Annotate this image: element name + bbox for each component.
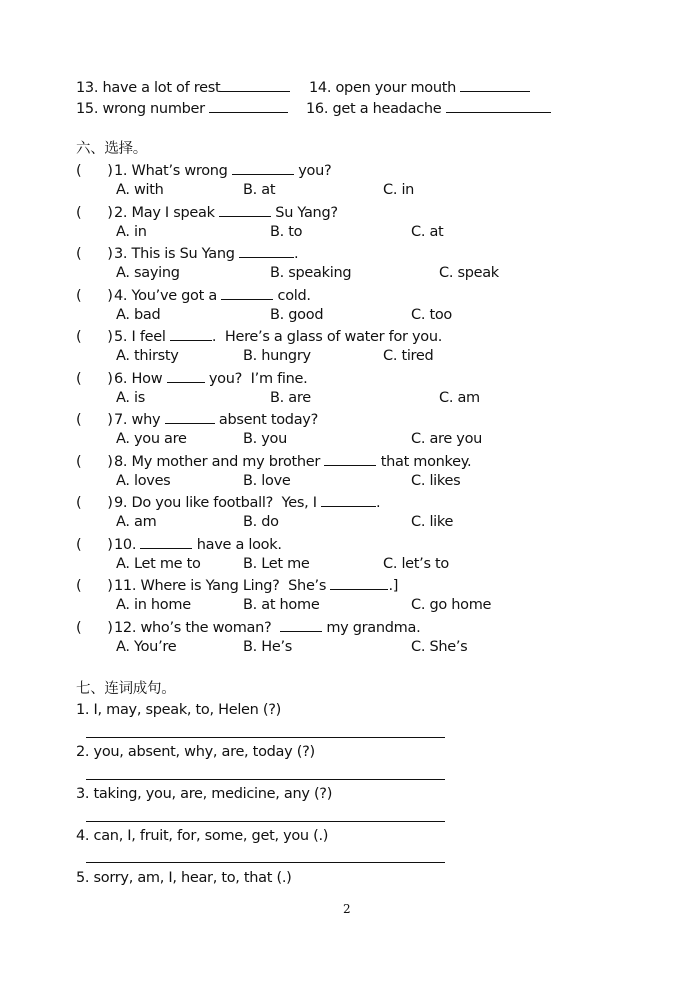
question-text-end: .] xyxy=(388,578,399,594)
answer-paren[interactable]: ( ) xyxy=(76,371,113,387)
phrase-13 xyxy=(76,77,290,98)
phrase-text: 14. open your mouth xyxy=(309,80,461,96)
reorder-item-1: 1. I, may, speak, to, Helen (?) xyxy=(76,702,281,718)
answer-blank[interactable] xyxy=(232,160,294,175)
answer-line-1[interactable] xyxy=(86,737,445,738)
answer-blank[interactable] xyxy=(239,243,294,258)
reorder-item-2: 2. you, absent, why, are, today (?) xyxy=(76,744,315,760)
question-4 xyxy=(76,285,311,306)
option-a[interactable]: A. am xyxy=(116,514,157,530)
option-a[interactable]: A. you are xyxy=(116,431,187,447)
answer-blank[interactable] xyxy=(209,98,288,113)
answer-blank[interactable] xyxy=(170,326,212,341)
question-text-end: . xyxy=(376,495,381,511)
option-b[interactable]: B. at xyxy=(243,182,276,198)
question-text-start: 9. Do you like football? Yes, I xyxy=(114,495,322,511)
answer-blank[interactable] xyxy=(330,575,388,590)
phrase-15 xyxy=(76,98,288,119)
question-2 xyxy=(76,202,338,223)
question-3 xyxy=(76,243,298,264)
question-text-start: 8. My mother and my brother xyxy=(114,454,325,470)
phrase-16 xyxy=(306,98,551,119)
question-text-end: . Here’s a glass of water for you. xyxy=(211,329,443,345)
option-a[interactable]: A. in xyxy=(116,224,147,240)
option-c[interactable]: C. tired xyxy=(383,348,434,364)
answer-blank[interactable] xyxy=(165,409,215,424)
option-c[interactable]: C. too xyxy=(411,307,452,323)
answer-blank[interactable] xyxy=(219,202,271,217)
option-a[interactable]: A. thirsty xyxy=(116,348,179,364)
answer-blank[interactable] xyxy=(446,98,551,113)
question-text-end: absent today? xyxy=(214,412,318,428)
question-5 xyxy=(76,326,442,347)
answer-paren[interactable]: ( ) xyxy=(76,329,113,345)
question-text-end: that monkey. xyxy=(376,454,472,470)
answer-paren[interactable]: ( ) xyxy=(76,288,113,304)
question-text-start: 6. How xyxy=(114,371,167,387)
option-b[interactable]: B. speaking xyxy=(270,265,352,281)
question-text-start: 5. I feel xyxy=(114,329,170,345)
option-c[interactable]: C. are you xyxy=(411,431,483,447)
answer-blank[interactable] xyxy=(460,77,530,92)
option-b[interactable]: B. love xyxy=(243,473,291,489)
question-text-start: 11. Where is Yang Ling? She’s xyxy=(114,578,331,594)
question-text-start: 7. why xyxy=(114,412,165,428)
phrase-text: 16. get a headache xyxy=(306,101,446,117)
option-b[interactable]: B. Let me xyxy=(243,556,310,572)
answer-paren[interactable]: ( ) xyxy=(76,495,113,511)
question-text-start: 1. What’s wrong xyxy=(114,163,232,179)
option-b[interactable]: B. you xyxy=(243,431,288,447)
option-c[interactable]: C. in xyxy=(383,182,415,198)
answer-paren[interactable]: ( ) xyxy=(76,205,113,221)
option-c[interactable]: C. She’s xyxy=(411,639,468,655)
option-a[interactable]: A. in home xyxy=(116,597,191,613)
phrase-text: 13. have a lot of rest xyxy=(76,80,221,96)
option-a[interactable]: A. saying xyxy=(116,265,180,281)
answer-blank[interactable] xyxy=(167,368,205,383)
question-text-start: 4. You’ve got a xyxy=(114,288,222,304)
option-b[interactable]: B. are xyxy=(270,390,311,406)
answer-line-3[interactable] xyxy=(86,821,445,822)
option-a[interactable]: A. Let me to xyxy=(116,556,201,572)
answer-blank[interactable] xyxy=(140,534,192,549)
reorder-item-3: 3. taking, you, are, medicine, any (?) xyxy=(76,786,333,802)
option-c[interactable]: C. likes xyxy=(411,473,461,489)
question-8 xyxy=(76,451,471,472)
answer-paren[interactable]: ( ) xyxy=(76,578,113,594)
question-text-start: 2. May I speak xyxy=(114,205,219,221)
answer-paren[interactable]: ( ) xyxy=(76,537,113,553)
option-c[interactable]: C. let’s to xyxy=(383,556,450,572)
answer-line-4[interactable] xyxy=(86,862,445,863)
answer-blank[interactable] xyxy=(220,77,290,92)
option-b[interactable]: B. He’s xyxy=(243,639,293,655)
question-10 xyxy=(76,534,282,555)
option-b[interactable]: B. to xyxy=(270,224,303,240)
section-7-title: 七、连词成句。 xyxy=(76,681,176,697)
question-text-end: cold. xyxy=(273,288,311,304)
reorder-item-5: 5. sorry, am, I, hear, to, that (.) xyxy=(76,870,292,886)
question-text-end: Su Yang? xyxy=(271,205,338,221)
option-b[interactable]: B. at home xyxy=(243,597,320,613)
question-text-end: you? xyxy=(293,163,332,179)
page-number: 2 xyxy=(343,902,351,916)
option-a[interactable]: A. loves xyxy=(116,473,171,489)
question-text-end: have a look. xyxy=(192,537,282,553)
answer-paren[interactable]: ( ) xyxy=(76,246,113,262)
option-c[interactable]: C. am xyxy=(439,390,480,406)
question-text-end: . xyxy=(293,246,299,262)
answer-paren[interactable]: ( ) xyxy=(76,454,113,470)
question-1 xyxy=(76,160,331,181)
section-6-title: 六、选择。 xyxy=(76,141,147,157)
option-b[interactable]: B. good xyxy=(270,307,324,323)
option-a[interactable]: A. bad xyxy=(116,307,161,323)
reorder-item-4: 4. can, I, fruit, for, some, get, you (.) xyxy=(76,828,329,844)
answer-blank[interactable] xyxy=(321,492,376,507)
answer-blank[interactable] xyxy=(221,285,273,300)
question-7 xyxy=(76,409,318,430)
option-c[interactable]: C. like xyxy=(411,514,454,530)
question-12 xyxy=(76,617,420,638)
option-c[interactable]: C. at xyxy=(411,224,444,240)
answer-blank[interactable] xyxy=(324,451,376,466)
question-text-start: 10. xyxy=(114,537,141,553)
option-c[interactable]: C. go home xyxy=(411,597,492,613)
question-text-start: 12. who’s the woman? xyxy=(114,620,281,636)
question-text-end: my grandma. xyxy=(322,620,421,636)
phrase-text: 15. wrong number xyxy=(76,101,210,117)
answer-line-2[interactable] xyxy=(86,779,445,780)
question-11 xyxy=(76,575,398,596)
phrase-14 xyxy=(309,77,530,98)
option-a[interactable]: A. You’re xyxy=(116,639,177,655)
option-a[interactable]: A. with xyxy=(116,182,164,198)
question-text-end: you? I’m fine. xyxy=(204,371,308,387)
answer-paren[interactable]: ( ) xyxy=(76,620,113,636)
answer-paren[interactable]: ( ) xyxy=(76,412,113,428)
option-a[interactable]: A. is xyxy=(116,390,145,406)
question-9 xyxy=(76,492,380,513)
option-b[interactable]: B. do xyxy=(243,514,279,530)
option-c[interactable]: C. speak xyxy=(439,265,499,281)
option-b[interactable]: B. hungry xyxy=(243,348,311,364)
question-6 xyxy=(76,368,307,389)
answer-blank[interactable] xyxy=(280,617,322,632)
answer-paren[interactable]: ( ) xyxy=(76,163,113,179)
question-text-start: 3. This is Su Yang xyxy=(114,246,239,262)
